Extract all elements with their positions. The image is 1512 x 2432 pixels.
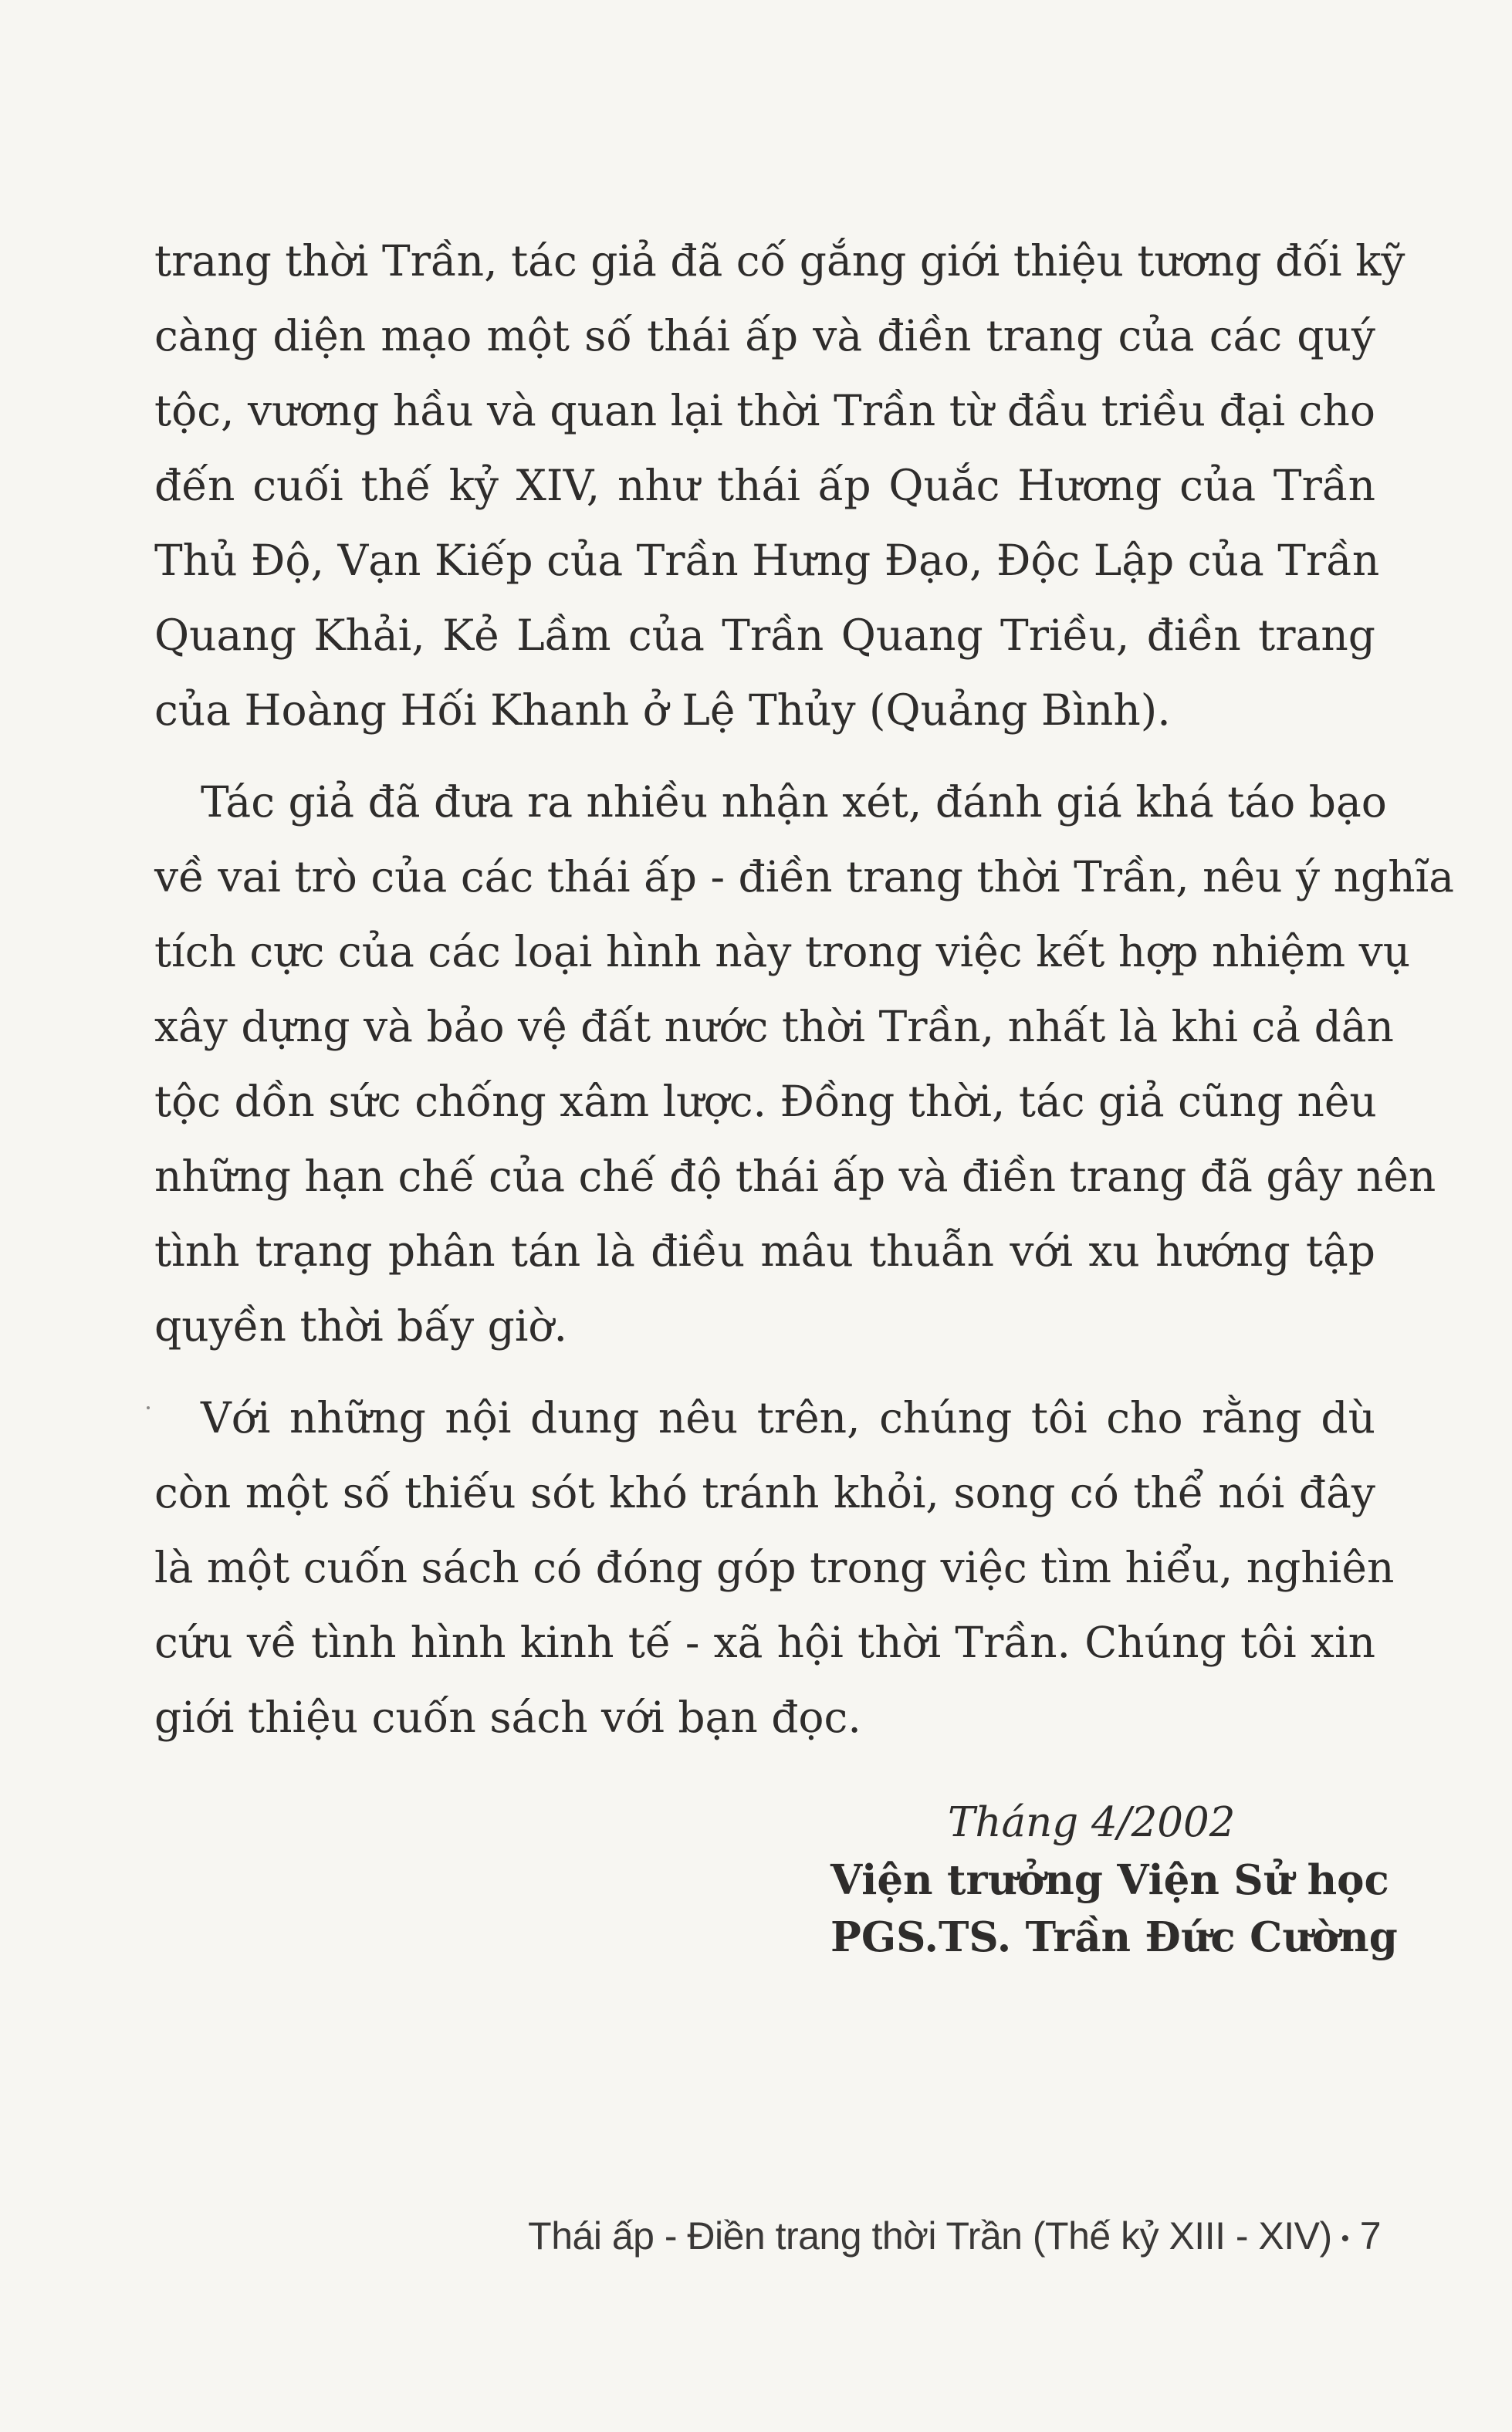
paragraph-1 (154, 224, 1405, 748)
page-number: 7 (1359, 2214, 1381, 2258)
text-line: là một cuốn sách có đóng góp trong việc tìm hiểu, nghiên (154, 1543, 1395, 1592)
text-line: tình trạng phân tán là điều mâu thuẫn với xu hướng tập (154, 1226, 1375, 1276)
text-line: cứu về tình hình kinh tế - xã hội thời Trần. Chúng tôi xin (154, 1618, 1375, 1667)
text-line: còn một số thiếu sót khó tránh khỏi, song có thể nói đây (154, 1468, 1375, 1517)
signature-date: Tháng 4/2002 (948, 1799, 1236, 1846)
text-line: giới thiệu cuốn sách với bạn đọc. (154, 1693, 861, 1742)
body-text (154, 224, 1455, 1755)
text-line: càng diện mạo một số thái ấp và điền trang của các quý (154, 311, 1375, 360)
paragraph-3 (154, 1381, 1395, 1755)
text-line: Thủ Độ, Vạn Kiếp của Trần Hưng Đạo, Độc Lập của Trần (154, 536, 1380, 585)
text-line: tích cực của các loại hình này trong việc kết hợp nhiệm vụ (154, 927, 1411, 976)
paragraph-gap (154, 748, 1375, 765)
text-line: đến cuối thế kỷ XIV, như thái ấp Quắc Hương của Trần (154, 461, 1375, 510)
text-line-indented: Tác giả đã đưa ra nhiều nhận xét, đánh giá khá táo bạo (201, 777, 1387, 827)
signature-title: Viện trưởng Viện Sử học (830, 1856, 1389, 1904)
running-footer (528, 2214, 1381, 2258)
footer-bullet: • (1341, 2225, 1349, 2251)
text-line: những hạn chế của chế độ thái ấp và điền trang đã gây nên (154, 1152, 1436, 1201)
text-line: trang thời Trần, tác giả đã cố gắng giới thiệu tương đối kỹ (154, 236, 1405, 286)
footer-book-title: Thái ấp - Điền trang thời Trần (Thế kỷ XIII - XIV) (528, 2214, 1332, 2258)
text-line: xây dựng và bảo vệ đất nước thời Trần, nhất là khi cả dân (154, 1002, 1394, 1051)
text-line: về vai trò của các thái ấp - điền trang thời Trần, nêu ý nghĩa (154, 852, 1455, 901)
paragraph-gap (154, 1364, 1375, 1381)
signature-block (830, 1794, 1398, 1966)
text-line: của Hoàng Hối Khanh ở Lệ Thủy (Quảng Bình). (154, 685, 1171, 735)
text-line: Quang Khải, Kẻ Lầm của Trần Quang Triều, điền trang (154, 611, 1375, 660)
paper-speck (147, 1406, 150, 1409)
signature-name: PGS.TS. Trần Đức Cường (830, 1913, 1398, 1961)
text-line: tộc dồn sức chống xâm lược. Đồng thời, tác giả cũng nêu (154, 1077, 1377, 1126)
text-line: tộc, vương hầu và quan lại thời Trần từ đầu triều đại cho (154, 386, 1375, 435)
paragraph-2 (154, 765, 1455, 1364)
text-line: quyền thời bấy giờ. (154, 1301, 568, 1351)
text-line-indented: Với những nội dung nêu trên, chúng tôi cho rằng dù (201, 1393, 1375, 1443)
